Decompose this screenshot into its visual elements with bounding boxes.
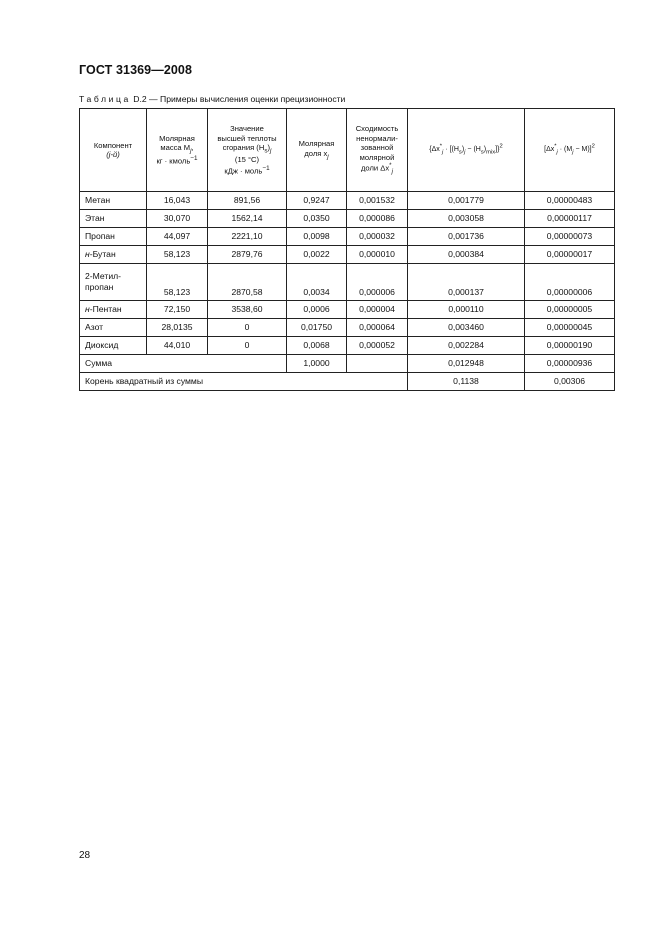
header-heat: Значение высшей теплоты сгорания $(H_s)_j$ (15 °C) кДж · моль$^{-1}$	[208, 109, 287, 192]
table-row: н-Бутан 58,123 2879,76 0,0022 0,000010 0,000384 0,00000017	[80, 246, 615, 264]
header-formula-heat: $\{\Delta x^*_j \cdot [(H_s)_j - (H_s)_{mix}]\}^2$	[408, 109, 525, 192]
table-row: Метан 16,043 891,56 0,9247 0,001532 0,001779 0,00000483	[80, 192, 615, 210]
document-title: ГОСТ 31369—2008	[79, 63, 193, 77]
table-row: Диоксид 44,010 0 0,0068 0,000052 0,002284 0,00000190	[80, 337, 615, 355]
header-molar-mass: Молярная масса $M_j$, кг · кмоль$^{-1}$	[147, 109, 208, 192]
header-component: Компонент (j-й)	[80, 109, 147, 192]
table-caption	[79, 94, 345, 104]
sqrt-row: Корень квадратный из суммы 0,1138 0,00306	[80, 373, 615, 391]
table-row: Азот 28,0135 0 0,01750 0,000064 0,003460 0,00000045	[80, 319, 615, 337]
caption-prefix: Таблица	[79, 94, 131, 104]
sum-row: Сумма 1,0000 0,012948 0,00000936	[80, 355, 615, 373]
caption-text: D.2 — Примеры вычисления оценки прецизионности	[133, 94, 346, 104]
header-fraction: Молярная доля $x_j$	[287, 109, 347, 192]
table-header-row	[80, 109, 615, 192]
precision-table	[79, 108, 615, 391]
header-repeatability: Сходимость ненормали- зованной молярной доли $\Delta x^*_j$	[347, 109, 408, 192]
page-number: 28	[79, 850, 91, 861]
table-row: Пропан 44,097 2221,10 0,0098 0,000032 0,001736 0,00000073	[80, 228, 615, 246]
table-row: 2-Метил- пропан 58,123 2870,58 0,0034 0,000006 0,000137 0,00000006	[80, 264, 615, 301]
header-formula-mass: $[\Delta x^*_j \cdot (M_j - M)]^2$	[525, 109, 615, 192]
table-row: Этан 30,070 1562,14 0,0350 0,000086 0,003058 0,00000117	[80, 210, 615, 228]
table-row: н-Пентан 72,150 3538,60 0,0006 0,000004 0,000110 0,00000005	[80, 301, 615, 319]
